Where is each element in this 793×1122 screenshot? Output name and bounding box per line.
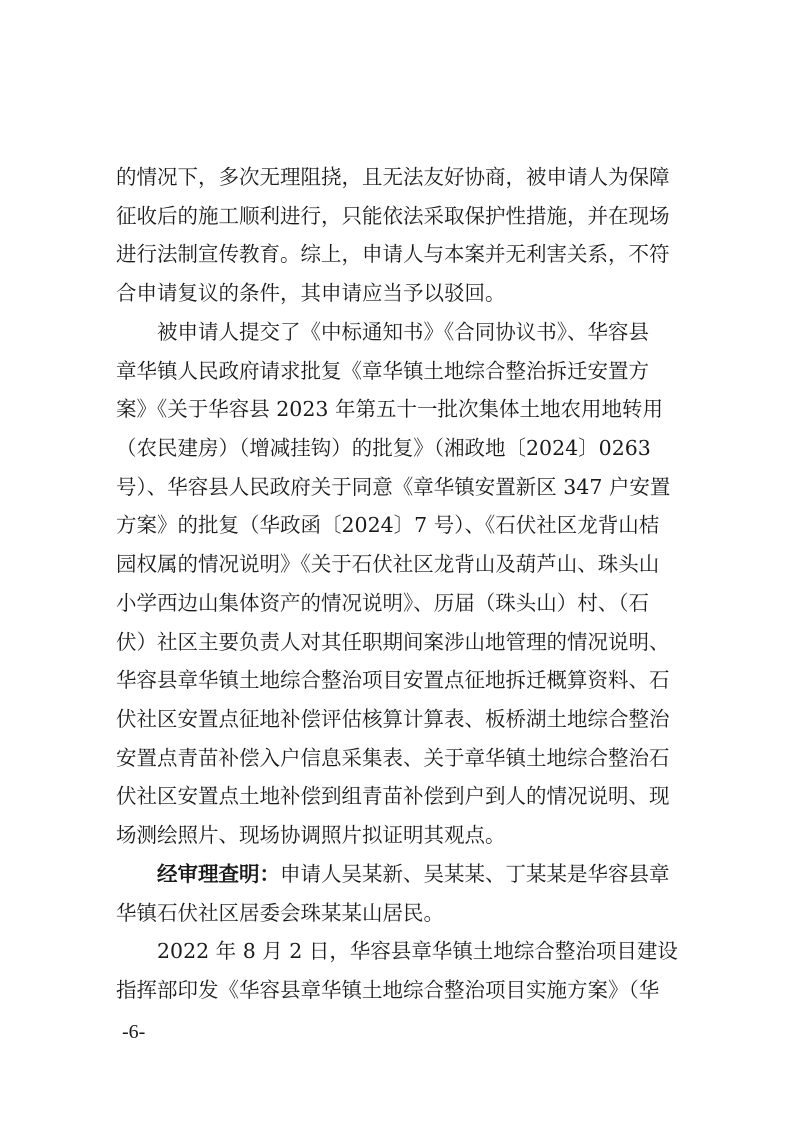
page-number: -6- (122, 1021, 146, 1043)
text-line: 案》《关于华容县 2023 年第五十一批次集体土地农用地转用 (116, 397, 663, 422)
text-line: 章华镇人民政府请求批复《章华镇土地综合整治拆迁安置方 (116, 358, 649, 383)
text-line: 的情况下，多次无理阻挠，且无法友好协商，被申请人为保障 (116, 165, 670, 189)
text-line: 场测绘照片、现场协调照片拟证明其观点。 (116, 822, 506, 847)
text-line: 号）、华容县人民政府关于同意《章华镇安置新区 347 户安置 (116, 474, 671, 499)
paragraph-1 (116, 158, 682, 313)
text-line: 征收后的施工顺利进行，只能依法采取保护性措施，并在现场 (116, 203, 670, 228)
text-line: 小学西边山集体资产的情况说明》、历届（珠头山）村、（石 (116, 590, 649, 615)
text-line: 指挥部印发《华容县章华镇土地综合整治项目实施方案》（华 (116, 977, 660, 1002)
text-line: 安置点青苗补偿入户信息采集表、关于章华镇土地综合整治石 (116, 745, 670, 770)
text-line (116, 855, 682, 894)
text-line: 进行法制宣传教育。综上，申请人与本案并无利害关系，不符 (116, 242, 670, 267)
text-line: 方案》的批复（华政函〔2024〕7 号）、《石伏社区龙背山桔 (116, 513, 660, 538)
text-line: 伏社区安置点征地补偿评估核算计算表、板桥湖土地综合整治 (116, 706, 670, 731)
text-line: （农民建房）（增减挂钩）的批复》（湘政地〔2024〕0263 (116, 436, 651, 461)
paragraph-3 (116, 855, 682, 932)
text-line: 伏）社区主要负责人对其任职期间案涉山地管理的情况说明、 (116, 629, 670, 654)
paragraph-4 (116, 932, 682, 1009)
text-line: 华镇石伏社区居委会珠某某山居民。 (116, 900, 444, 925)
findings-heading: 经审理查明： (157, 862, 280, 886)
text-line: 华容县章华镇土地综合整治项目安置点征地拆迁概算资料、石 (116, 668, 670, 693)
text-line: 2022 年 8 月 2 日，华容县章华镇土地综合整治项目建设 (157, 939, 678, 963)
text-line: 伏社区安置点土地补偿到组青苗补偿到户到人的情况说明、现 (116, 784, 670, 809)
paragraph-2 (116, 313, 682, 855)
text-line: 被申请人提交了《中标通知书》《合同协议书》、华容县 (157, 320, 649, 344)
text-line: 合申请复议的条件，其申请应当予以驳回。 (116, 281, 506, 306)
text-line: 园权属的情况说明》《关于石伏社区龙背山及葫芦山、珠头山 (116, 552, 660, 577)
text-fragment: 申请人吴某新、吴某某、丁某某是华容县章 (280, 862, 670, 886)
